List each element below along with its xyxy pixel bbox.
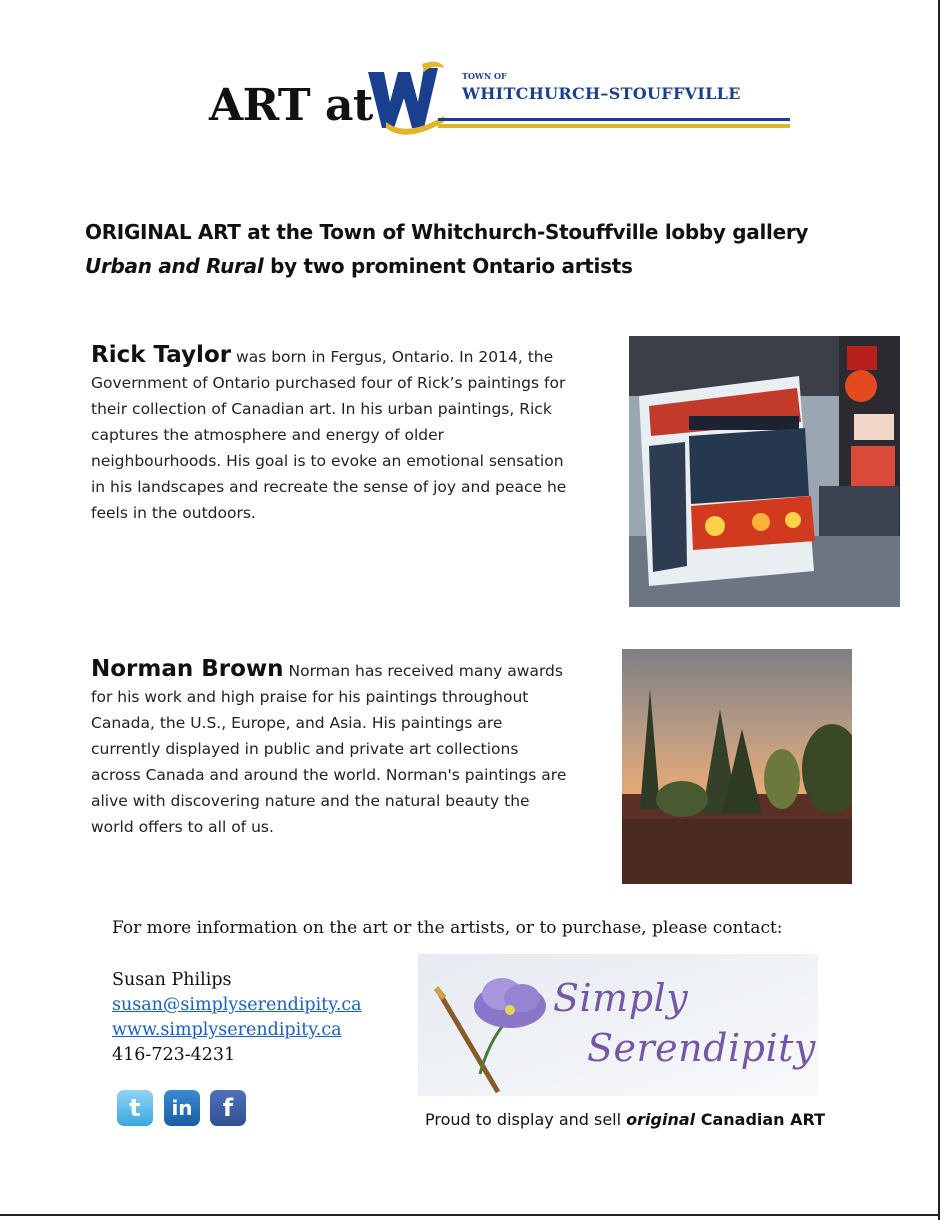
streetcar-painting: [629, 336, 900, 607]
contact-name: Susan Philips: [112, 970, 232, 990]
landscape-painting: [622, 649, 852, 884]
page-border: [938, 0, 940, 1220]
tagline-italic: original: [626, 1110, 696, 1129]
tagline-pre: Proud to display and sell: [425, 1110, 627, 1129]
brand-name-line1: Simply: [553, 976, 689, 1020]
town-w-logo: [366, 58, 446, 136]
contact-email-link[interactable]: susan@simplyserendipity.ca: [112, 995, 362, 1015]
page-title: ORIGINAL ART at the Town of Whitchurch-Stouffville lobby gallery: [85, 220, 809, 244]
contact-block: [112, 968, 362, 1068]
page-border: [0, 1214, 940, 1216]
twitter-icon[interactable]: t: [117, 1090, 153, 1126]
linkedin-icon[interactable]: in: [164, 1090, 200, 1126]
artist-name: Norman Brown: [91, 656, 284, 682]
header-rule-gold: [438, 124, 790, 128]
brand-name-line2: Serendipity: [587, 1026, 816, 1070]
artist-bio: was born in Fergus, Ontario. In 2014, the Government of Ontario purchased four of Rick’s paintings for their collection of Canadian art. In his urban paintings, Rick captures the atmosphere and energy of older neighbourhoods. His goal is to evoke an emotional sensation in his landscapes and recreate the sense of joy and peace he feels in the outdoors.: [91, 348, 567, 522]
contact-phone: 416-723-4231: [112, 1045, 236, 1065]
contact-website-link[interactable]: www.simplyserendipity.ca: [112, 1020, 342, 1040]
tagline-post: Canadian ART: [695, 1110, 826, 1129]
town-of-label: TOWN OF: [462, 71, 507, 81]
artist-bio: Norman has received many awards for his work and high praise for his paintings throughout Canada, the U.S., Europe, and Asia. His paintings are currently displayed in public and private art collections across Canada and around the world. Norman's paintings are alive with discovering nature and the natural beauty the world offers to all of us.: [91, 662, 567, 836]
artist-block-norman-brown: [91, 656, 571, 840]
artist-block-rick-taylor: [91, 342, 571, 526]
contact-intro: For more information on the art or the artists, or to purchase, please contact:: [112, 918, 783, 938]
subtitle-rest: by two prominent Ontario artists: [263, 254, 633, 278]
header-art-at: ART at: [209, 80, 373, 131]
town-name-label: WHITCHURCH–STOUFFVILLE: [462, 84, 741, 103]
header-rule-blue: [438, 118, 790, 121]
artist-name: Rick Taylor: [91, 342, 232, 368]
exhibit-title: Urban and Rural: [85, 254, 264, 278]
sponsor-tagline: [425, 1110, 825, 1129]
page-subtitle: [85, 254, 633, 278]
facebook-icon[interactable]: f: [210, 1090, 246, 1126]
